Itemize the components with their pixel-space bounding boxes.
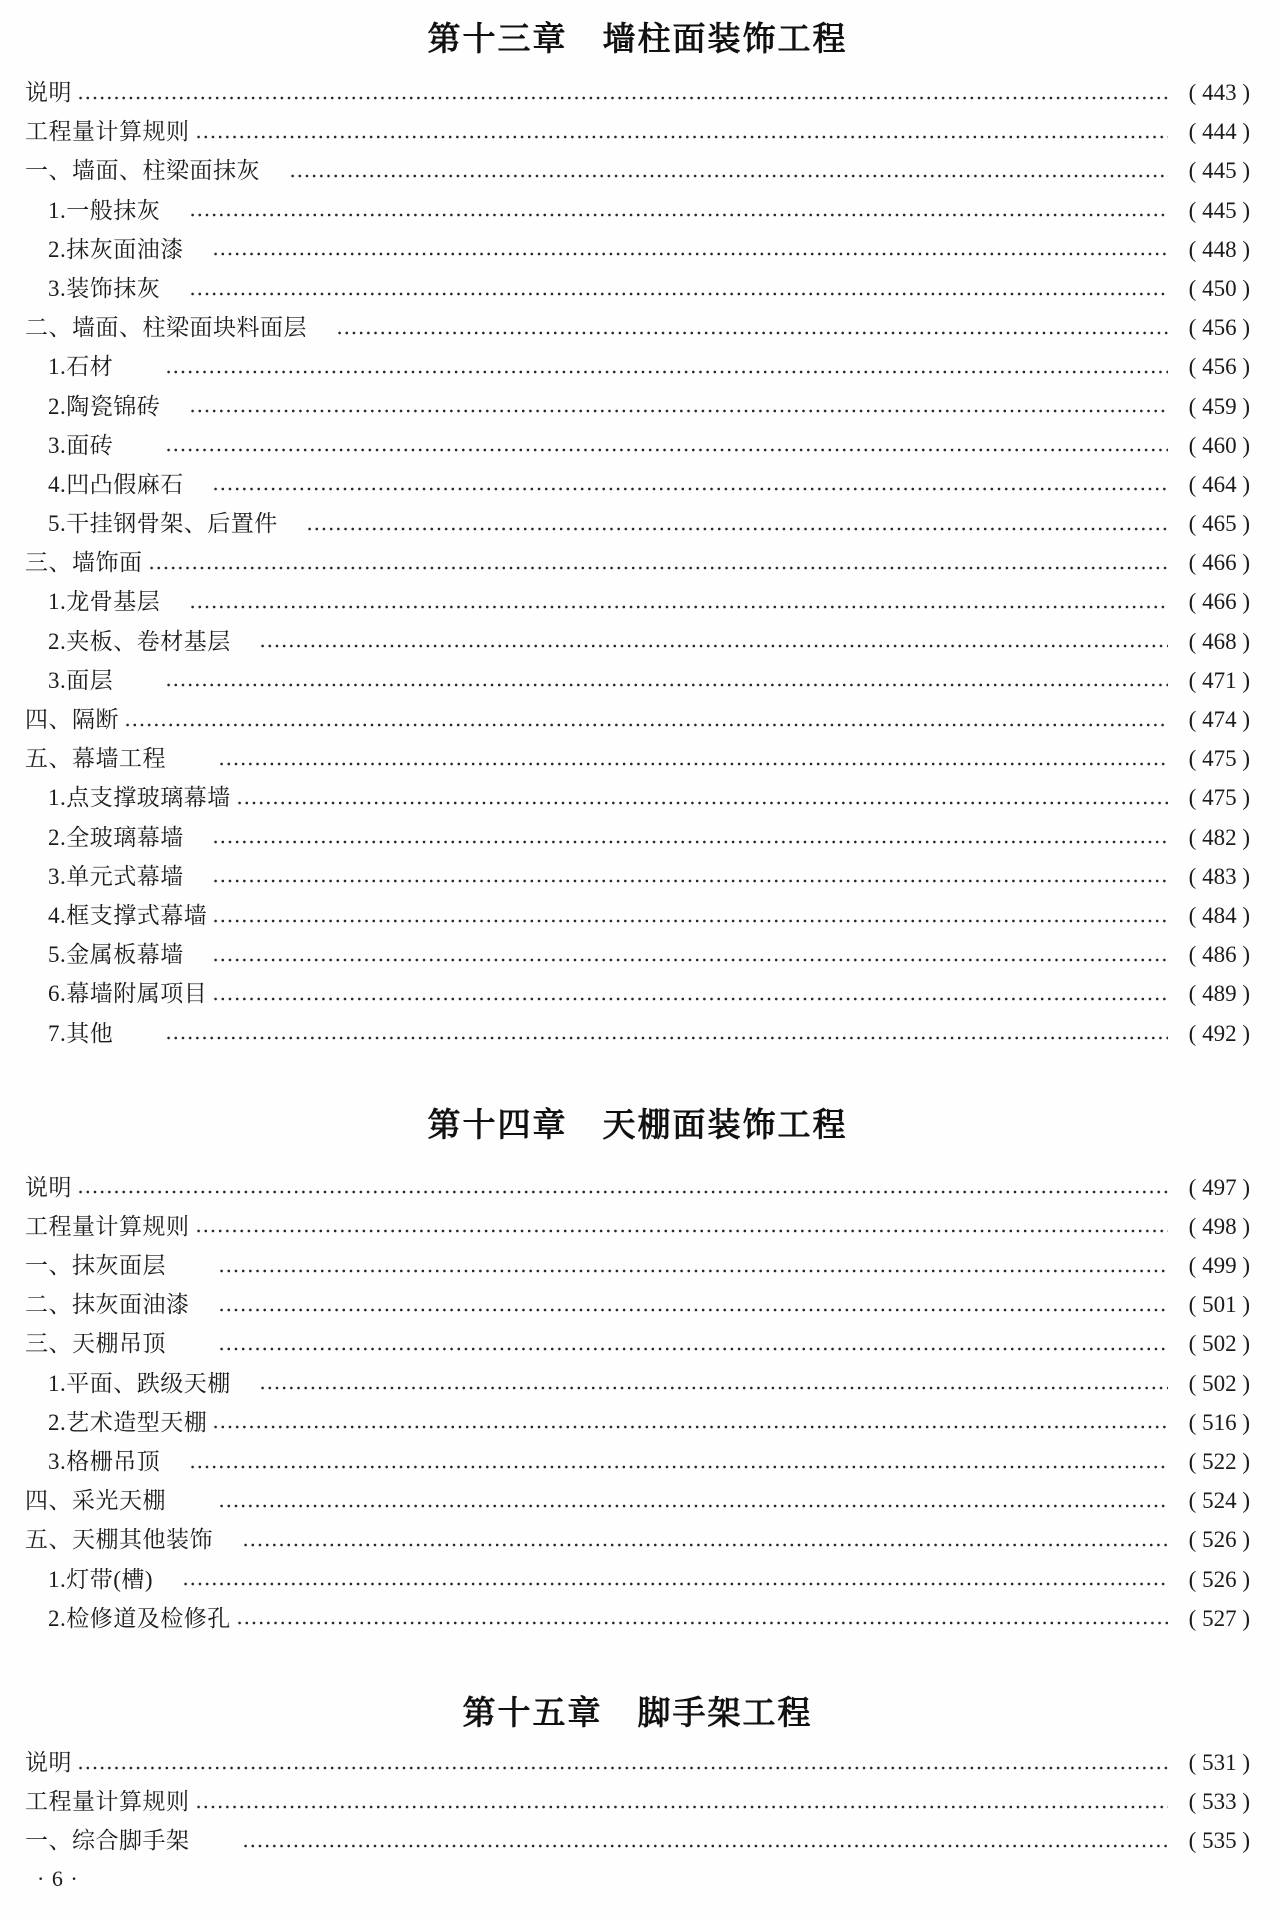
toc-entry-list <box>25 73 1250 1053</box>
toc-entry-page: ( 460 ) <box>1188 432 1250 458</box>
chapter-title: 第十四章 天棚面装饰工程 <box>427 1105 848 1143</box>
dot-leader <box>189 387 1168 426</box>
toc-entry-label: 二、抹灰面油漆 <box>25 1292 213 1318</box>
dot-leader <box>218 1285 1168 1324</box>
dot-leader <box>212 935 1168 974</box>
toc-entry <box>25 1246 1250 1285</box>
toc-entry-page: ( 466 ) <box>1188 550 1250 576</box>
toc-entry-list <box>25 1168 1250 1638</box>
toc-entry <box>25 151 1250 190</box>
toc-entry <box>25 230 1250 269</box>
toc-entry-label: 2.抹灰面油漆 <box>48 236 208 262</box>
toc-entry-label: 3.面层 <box>48 667 161 693</box>
dot-leader <box>259 622 1168 661</box>
toc-entry-label: 5.干挂钢骨架、后置件 <box>48 511 302 537</box>
toc-entry-label: 3.装饰抹灰 <box>48 275 184 301</box>
toc-entry-label: 7.其他 <box>48 1020 161 1046</box>
toc-entry-list <box>25 1743 1250 1861</box>
toc-entry-label: 五、天棚其他装饰 <box>25 1527 237 1553</box>
toc-entry-page: ( 522 ) <box>1188 1449 1250 1474</box>
dot-leader <box>165 426 1168 465</box>
dot-leader <box>165 347 1168 386</box>
dot-leader <box>212 974 1168 1013</box>
toc-entry <box>25 1364 1250 1403</box>
dot-leader <box>212 896 1168 935</box>
toc-entry-label: 四、隔断 <box>25 707 119 732</box>
toc-entry-label: 1.石材 <box>48 354 161 380</box>
toc-entry-label: 2.陶瓷锦砖 <box>48 393 184 419</box>
dot-leader <box>189 582 1168 621</box>
toc-entry <box>25 1285 1250 1324</box>
toc-entry <box>25 1821 1250 1860</box>
toc-entry <box>25 818 1250 857</box>
toc-entry <box>25 1324 1250 1363</box>
toc-entry-label: 3.面砖 <box>48 432 161 458</box>
dot-leader <box>165 661 1168 700</box>
dot-leader <box>336 308 1169 347</box>
toc-entry <box>25 778 1250 817</box>
dot-leader <box>236 1599 1168 1638</box>
toc-entry-page: ( 443 ) <box>1188 80 1250 105</box>
toc-entry-label: 6.幕墙附属项目 <box>48 981 208 1007</box>
toc-entry-page: ( 502 ) <box>1188 1370 1250 1396</box>
dot-leader <box>242 1520 1169 1559</box>
chapter-section <box>25 1690 1250 1861</box>
dot-leader <box>189 1442 1168 1481</box>
toc-entry-page: ( 516 ) <box>1188 1409 1250 1435</box>
toc-entry-page: ( 492 ) <box>1188 1020 1250 1046</box>
toc-entry-page: ( 475 ) <box>1188 746 1250 772</box>
toc-entry-page: ( 456 ) <box>1188 354 1250 380</box>
dot-leader <box>165 1014 1168 1053</box>
toc-entry-label: 3.单元式幕墙 <box>48 863 208 889</box>
toc-entry-label: 1.点支撑玻璃幕墙 <box>48 785 231 811</box>
toc-entry-page: ( 498 ) <box>1188 1213 1250 1239</box>
dot-leader <box>242 1821 1169 1860</box>
toc-entry <box>25 504 1250 543</box>
toc-entry-page: ( 531 ) <box>1188 1749 1250 1775</box>
toc-entry <box>25 622 1250 661</box>
dot-leader <box>189 191 1168 230</box>
toc-entry-page: ( 464 ) <box>1188 471 1250 497</box>
toc-entry-page: ( 499 ) <box>1188 1253 1250 1279</box>
toc-entry <box>25 857 1250 896</box>
dot-leader <box>212 857 1168 896</box>
toc-entry <box>25 1481 1250 1520</box>
toc-entry-label: 一、抹灰面层 <box>25 1253 213 1279</box>
toc-entry-page: ( 466 ) <box>1188 589 1250 615</box>
dot-leader <box>218 1324 1168 1363</box>
toc-entry-page: ( 445 ) <box>1188 158 1250 184</box>
toc-entry-label: 4.框支撑式幕墙 <box>48 902 208 928</box>
toc-entry-label: 5.金属板幕墙 <box>48 942 208 968</box>
dot-leader <box>182 1560 1168 1599</box>
toc-entry-page: ( 465 ) <box>1188 511 1250 537</box>
toc-entry-label: 说明 <box>25 1749 72 1775</box>
dot-leader <box>77 1168 1168 1207</box>
page-number-footer: · 6 · <box>37 1866 79 1891</box>
dot-leader <box>236 778 1168 817</box>
toc-entry-label: 说明 <box>25 80 72 105</box>
toc-sections <box>25 16 1250 1861</box>
dot-leader <box>259 1364 1168 1403</box>
toc-entry-label: 3.格栅吊顶 <box>48 1449 184 1474</box>
chapter-section <box>25 16 1250 1053</box>
toc-entry-page: ( 489 ) <box>1188 981 1250 1007</box>
chapter-section <box>25 1102 1250 1638</box>
toc-entry-page: ( 475 ) <box>1188 785 1250 811</box>
toc-entry-page: ( 535 ) <box>1188 1828 1250 1854</box>
toc-entry-label: 二、墙面、柱梁面块料面层 <box>25 315 331 341</box>
toc-entry-label: 2.全玻璃幕墙 <box>48 824 208 850</box>
dot-leader <box>124 700 1168 739</box>
toc-entry-label: 五、幕墙工程 <box>25 746 213 772</box>
toc-entry <box>25 347 1250 386</box>
toc-entry-page: ( 450 ) <box>1188 275 1250 301</box>
toc-entry-page: ( 459 ) <box>1188 393 1250 419</box>
toc-entry <box>25 543 1250 582</box>
toc-entry-label: 四、采光天棚 <box>25 1488 213 1514</box>
toc-entry-page: ( 527 ) <box>1188 1605 1250 1631</box>
dot-leader <box>212 1403 1168 1442</box>
dot-leader <box>212 230 1168 269</box>
toc-entry <box>25 191 1250 230</box>
toc-entry-label: 1.一般抹灰 <box>48 197 184 223</box>
toc-entry-label: 1.灯带(槽) <box>48 1566 177 1592</box>
toc-entry <box>25 896 1250 935</box>
toc-entry <box>25 582 1250 621</box>
toc-entry <box>25 935 1250 974</box>
dot-leader <box>195 112 1169 151</box>
toc-entry-label: 2.夹板、卷材基层 <box>48 628 255 654</box>
toc-entry-label: 1.平面、跌级天棚 <box>48 1370 255 1396</box>
toc-entry <box>25 1442 1250 1481</box>
dot-leader <box>189 269 1168 308</box>
toc-entry-page: ( 444 ) <box>1188 119 1250 145</box>
toc-entry-page: ( 471 ) <box>1188 667 1250 693</box>
toc-entry-page: ( 483 ) <box>1188 863 1250 889</box>
dot-leader <box>195 1782 1169 1821</box>
dot-leader <box>218 1481 1168 1520</box>
dot-leader <box>218 1246 1168 1285</box>
dot-leader <box>212 818 1168 857</box>
toc-entry <box>25 465 1250 504</box>
toc-entry-page: ( 533 ) <box>1188 1789 1250 1815</box>
dot-leader <box>306 504 1168 543</box>
toc-entry-page: ( 445 ) <box>1188 197 1250 223</box>
toc-entry-page: ( 468 ) <box>1188 628 1250 654</box>
toc-entry <box>25 269 1250 308</box>
dot-leader <box>289 151 1169 190</box>
toc-entry <box>25 700 1250 739</box>
toc-entry-page: ( 497 ) <box>1188 1174 1250 1200</box>
toc-entry-label: 2.艺术造型天棚 <box>48 1409 208 1435</box>
toc-entry <box>25 1560 1250 1599</box>
toc-entry <box>25 308 1250 347</box>
toc-entry <box>25 1743 1250 1782</box>
dot-leader <box>218 739 1168 778</box>
toc-entry-page: ( 474 ) <box>1188 707 1250 732</box>
toc-entry <box>25 426 1250 465</box>
toc-entry-page: ( 486 ) <box>1188 942 1250 968</box>
toc-entry <box>25 1403 1250 1442</box>
dot-leader <box>212 465 1168 504</box>
dot-leader <box>77 73 1168 112</box>
chapter-title: 第十五章 脚手架工程 <box>462 1693 813 1731</box>
toc-entry <box>25 112 1250 151</box>
toc-entry-page: ( 456 ) <box>1188 315 1250 341</box>
toc-entry <box>25 1207 1250 1246</box>
toc-entry <box>25 1782 1250 1821</box>
toc-entry <box>25 73 1250 112</box>
toc-entry-page: ( 526 ) <box>1188 1527 1250 1553</box>
toc-entry <box>25 387 1250 426</box>
chapter-title: 第十三章 墙柱面装饰工程 <box>427 20 848 57</box>
toc-entry-label: 2.检修道及检修孔 <box>48 1605 231 1631</box>
toc-entry-label: 1.龙骨基层 <box>48 589 184 615</box>
toc-entry-label: 三、墙饰面 <box>25 550 143 576</box>
toc-entry <box>25 974 1250 1013</box>
toc-entry-label: 一、综合脚手架 <box>25 1828 237 1854</box>
toc-entry <box>25 1168 1250 1207</box>
toc-entry-page: ( 524 ) <box>1188 1488 1250 1514</box>
toc-entry <box>25 1599 1250 1638</box>
dot-leader <box>148 543 1169 582</box>
toc-entry-label: 工程量计算规则 <box>25 119 190 145</box>
toc-entry <box>25 1014 1250 1053</box>
toc-entry-page: ( 526 ) <box>1188 1566 1250 1592</box>
toc-entry-page: ( 502 ) <box>1188 1331 1250 1357</box>
toc-entry-label: 说明 <box>25 1174 72 1200</box>
toc-entry <box>25 739 1250 778</box>
toc-entry <box>25 1520 1250 1559</box>
toc-entry-label: 4.凹凸假麻石 <box>48 471 208 497</box>
toc-entry <box>25 661 1250 700</box>
toc-entry-page: ( 448 ) <box>1188 236 1250 262</box>
toc-entry-label: 一、墙面、柱梁面抹灰 <box>25 158 284 184</box>
toc-entry-page: ( 501 ) <box>1188 1292 1250 1318</box>
dot-leader <box>195 1207 1169 1246</box>
toc-entry-page: ( 484 ) <box>1188 902 1250 928</box>
toc-entry-label: 工程量计算规则 <box>25 1213 190 1239</box>
dot-leader <box>77 1743 1168 1782</box>
toc-entry-label: 三、天棚吊顶 <box>25 1331 213 1357</box>
toc-entry-page: ( 482 ) <box>1188 824 1250 850</box>
toc-entry-label: 工程量计算规则 <box>25 1789 190 1815</box>
